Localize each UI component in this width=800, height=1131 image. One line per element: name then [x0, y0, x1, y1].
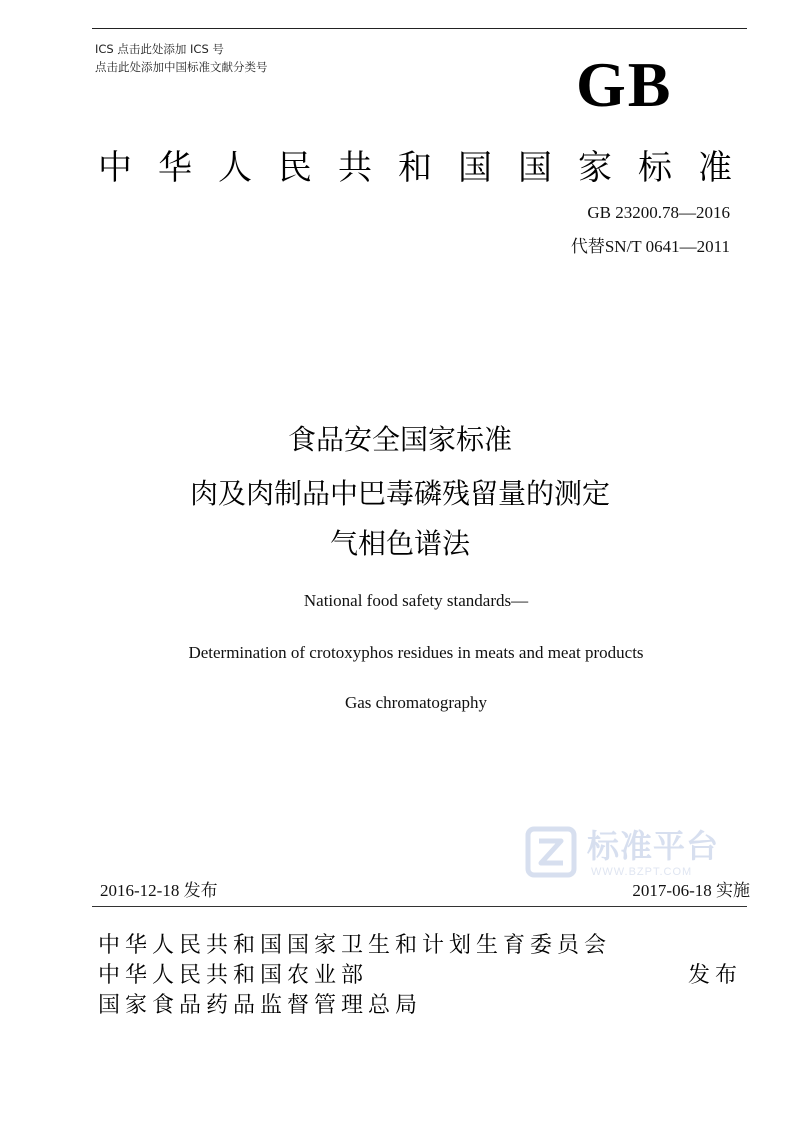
- cn-title-line-1: 食品安全国家标准: [287, 423, 512, 456]
- ics-number: ICS 点击此处添加 ICS 号: [95, 42, 224, 56]
- issuer-line-2: 中华人民共和国农业部: [98, 963, 369, 988]
- watermark-text: 标准平台: [587, 827, 720, 865]
- en-title-line-1: National food safety standards—: [303, 591, 529, 610]
- top-rule: [92, 28, 747, 29]
- national-standard-title: 中华人民共和国国家标准: [98, 148, 758, 188]
- cn-title-line-2: 肉及肉制品中巴毒磷残留量的测定: [189, 477, 610, 510]
- classification-block: [95, 40, 268, 76]
- issuer-line-1: 中华人民共和国国家卫生和计划生育委员会: [98, 933, 612, 958]
- cn-title-line-3: 气相色谱法: [329, 527, 470, 560]
- publish-label: 发布: [688, 963, 743, 988]
- en-title-line-3: Gas chromatography: [344, 693, 488, 712]
- replaces-standard: 代替SN/T 0641—2011: [570, 237, 730, 256]
- watermark: [525, 826, 750, 886]
- standard-number: GB 23200.78—2016: [587, 203, 730, 222]
- watermark-logo-icon: [525, 826, 577, 878]
- implementation-date: 2017-06-18 实施: [632, 881, 750, 900]
- bottom-rule: [92, 906, 747, 907]
- gb-logo: GB: [576, 49, 673, 120]
- issuer-line-3: 国家食品药品监督管理总局: [98, 993, 423, 1018]
- en-title-line-2: Determination of crotoxyphos residues in meats and meat products: [188, 643, 644, 662]
- issue-date: 2016-12-18 发布: [100, 881, 218, 900]
- ccs-number: 点击此处添加中国标准文献分类号: [95, 60, 268, 74]
- watermark-url: WWW.BZPT.COM: [591, 866, 693, 878]
